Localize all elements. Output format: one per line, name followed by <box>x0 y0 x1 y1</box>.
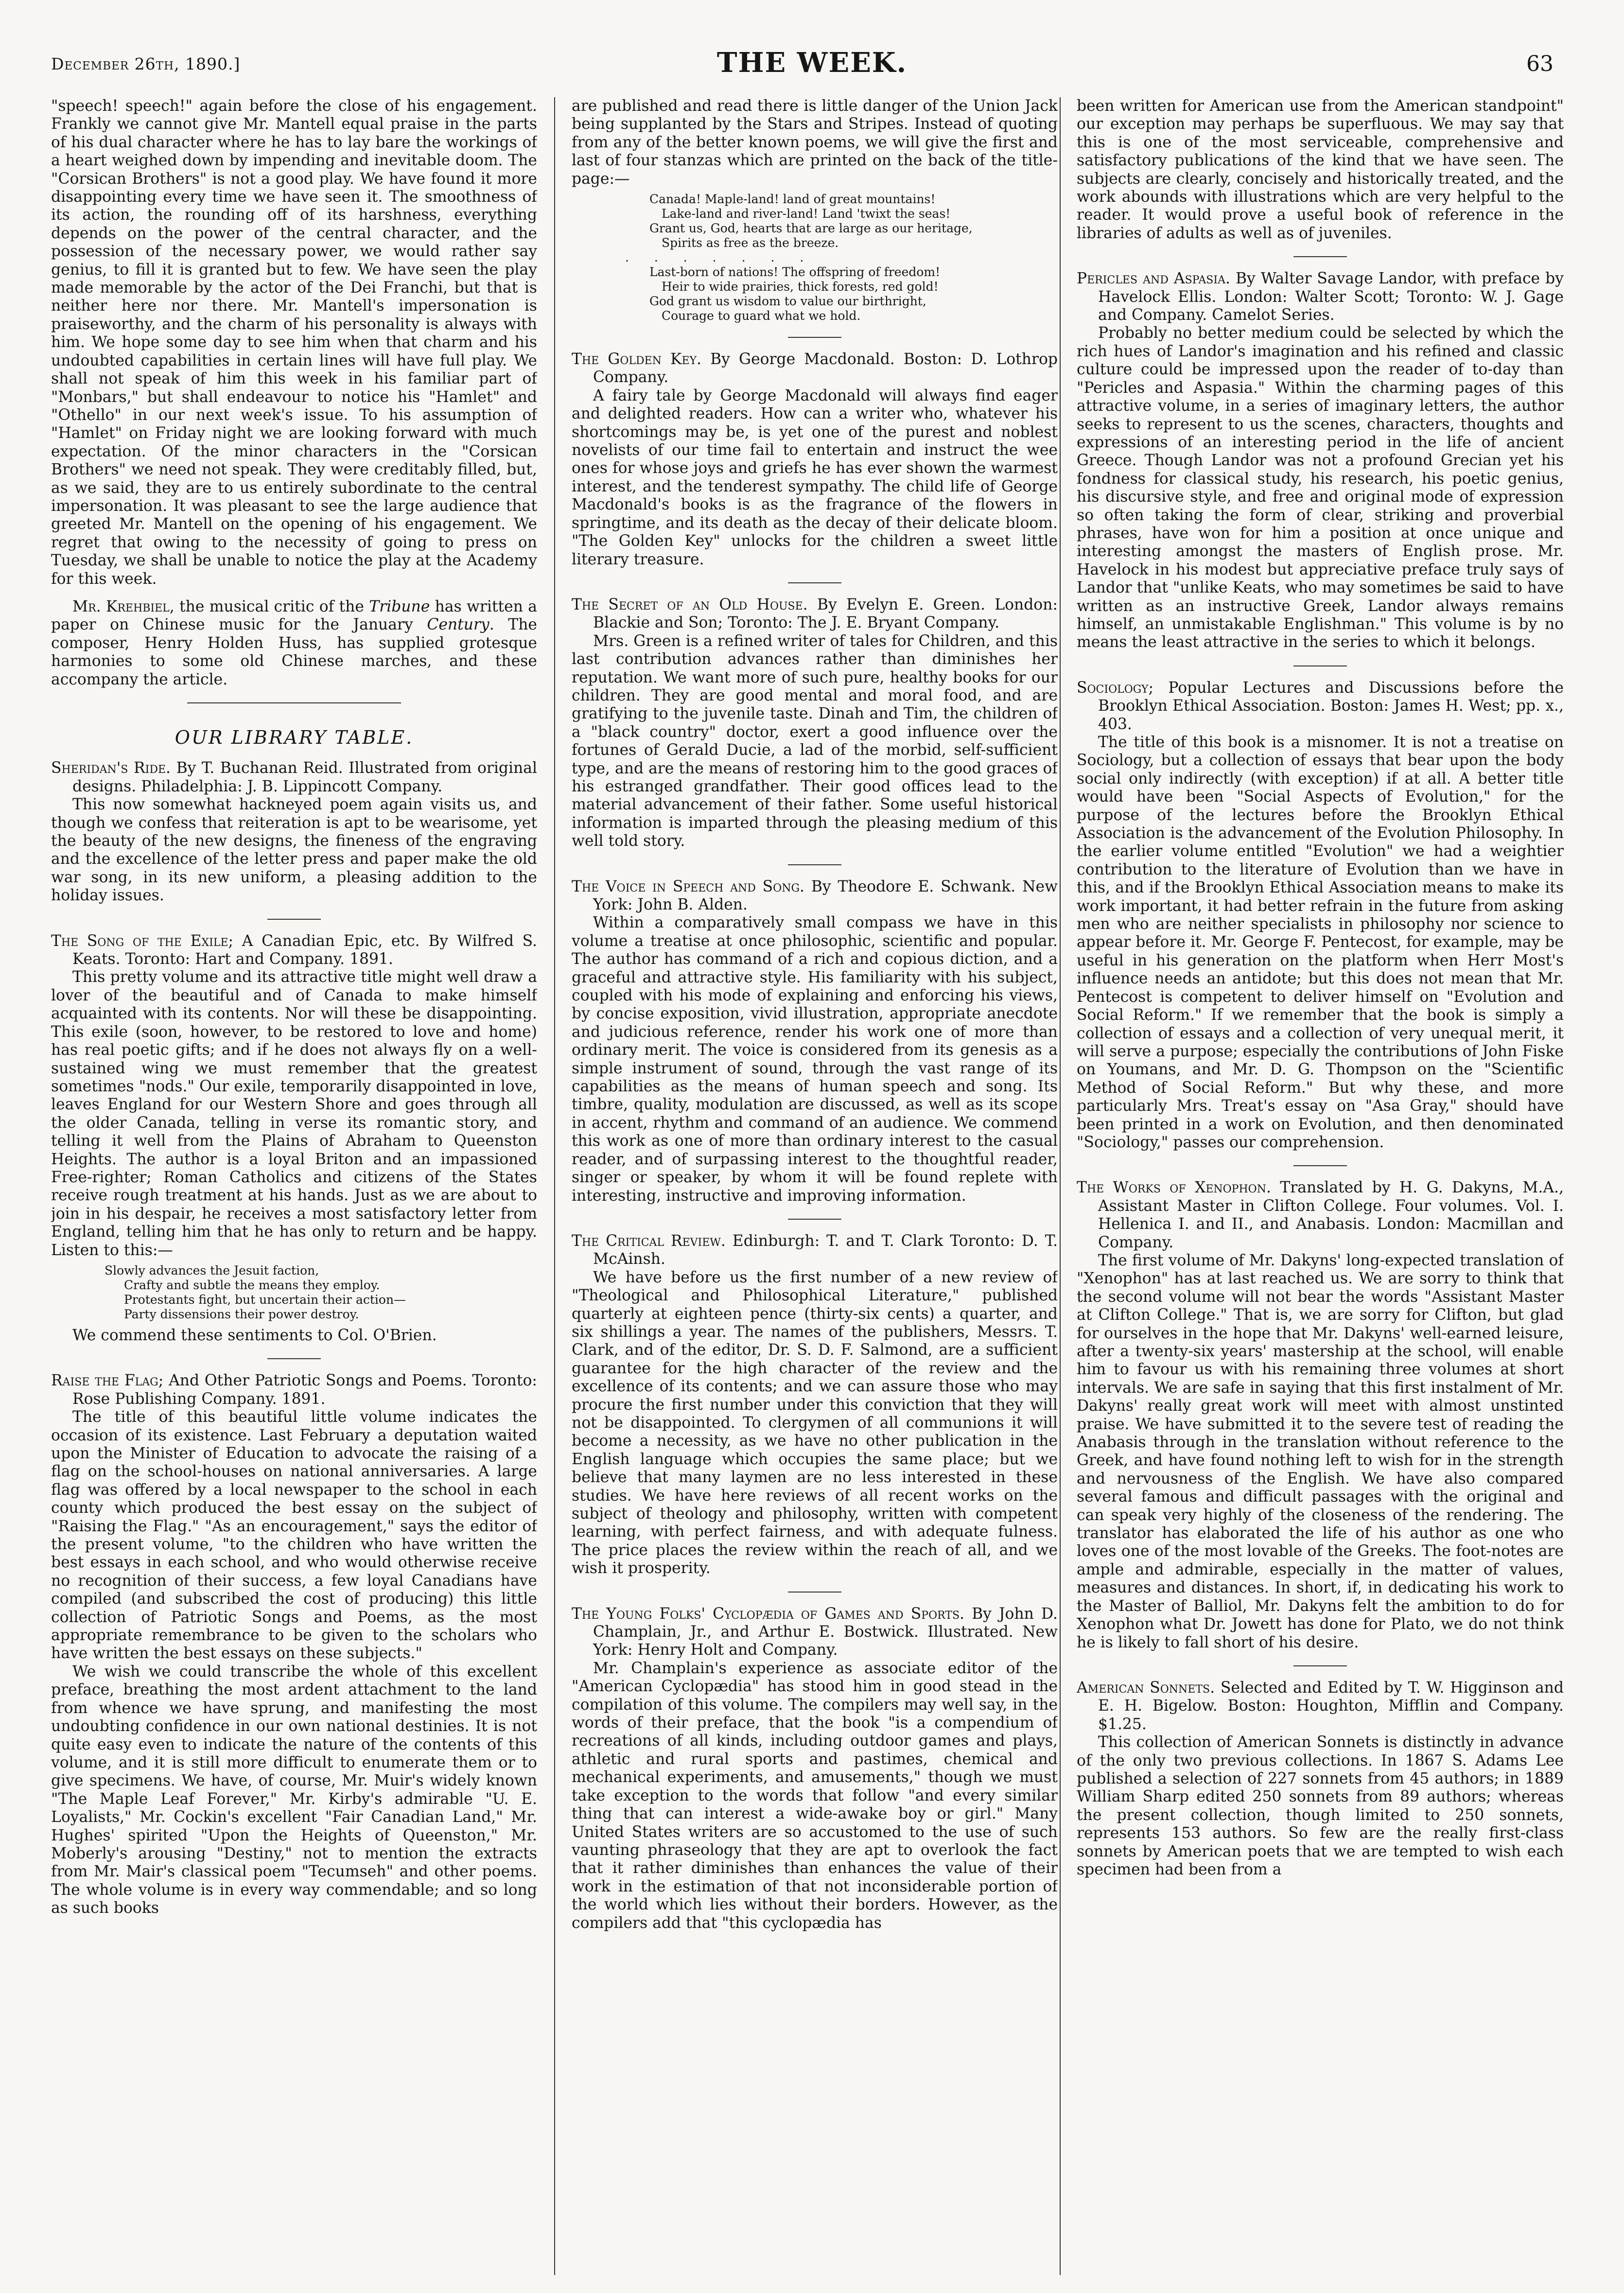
column-3 <box>1077 97 1564 2275</box>
column-rule <box>1060 97 1061 2275</box>
tribune-title: Tribune <box>369 597 430 615</box>
section-title: OUR LIBRARY TABLE. <box>175 727 414 748</box>
review-heading-sheridan: Sheridan's Ride. By T. Buchanan Reid. Illustrated from original designs. Philadelphia: J. B. Lippincott Company. <box>51 759 537 795</box>
review-body-pericles: Probably no better medium could be selected by which the rich hues of Landor's imagination and his refined and classic culture could be impressed upon the reader of to-day than "Pericles and Aspasia." Within the charming pages of this attractive volume, in a series of imaginary letters, the author seeks to represent to us the scenes, characters, thoughts and expressions of an interesting period in the life of ancient Greece. Though Landor was not a profound Grecian yet his fondness for classical study, his research, his poetic genius, his discursive style, and free and original mode of expression so often taking the form of clear, striking and proverbial phrases, have won for him a position at once unique and interesting amongst the masters of English prose. Mr. Havelock in his modest but appreciative preface truly says of Landor that "unlike Keats, who may sometimes be said to have written as an instructive Greek, Landor always remains himself, an unmistakable Englishman." This volume is by no means the least attractive in the series to which it belongs. <box>1077 324 1564 651</box>
review-heading-voice: The Voice in Speech and Song. By Theodore E. Schwank. New York: John B. Alden. <box>572 877 1058 913</box>
krehbiel-lead: Mr. Krehbiel <box>72 597 170 615</box>
krehbiel-note: Mr. Krehbiel, the musical critic of the Tribune has written a paper on Chinese music for the January Century. The composer, Henry Holden Huss, has supplied grotesque harmonies to some old Chinese marches, and these accompany the article. <box>51 597 537 688</box>
review-heading-exile: The Song of the Exile; A Canadian Epic, etc. By Wilfred S. Keats. Toronto: Hart and Company. 1891. <box>51 932 537 968</box>
review-divider <box>788 1219 841 1220</box>
review-body-critical: We have before us the first number of a new review of "Theological and Philosophical Literature," published quarterly at eighteen pence (thirty-six cents) a quarter, and six shillings a year. The names of the publishers, Messrs. T. Clark, and of the editor, Dr. S. D. F. Salmond, are a sufficient guarantee for the high character of the review and the excellence of its contents; and we can assure those who may procure the first number under this conviction that they will not be disappointed. To clergymen of all communions it will become a necessity, as we have no other publication in the English language which occupies the same place; but we believe that many laymen are no less interested in these studies. We have here reviews of all recent works on the subject of theology and philosophy, written with competent learning, with perfect fairness, and with adequate fulness. The price places the review within the reach of all, and we wish it prosperity. <box>572 1268 1058 1577</box>
review-body-exile: This pretty volume and its attractive title might well draw a lover of the beautiful and of Canada to make himself acquainted with its contents. Nor will these be disappointing. This exile (soon, however, to be restored to love and home) has real poetic gifts; and if he does not always fly on a well-sustained wing we must remember that the greatest sometimes "nods." Our exile, temporarily disappointed in love, leaves England for our Western Shore and goes through all the older Canada, telling in verse its romantic story, and telling it well from the Plains of Abraham to Queenston Heights. The author is a loyal Briton and an impassioned Free-righter; Roman Catholics and citizens of the States receive rough treatment at his hands. Just as we are about to join in his despair, he receives a most satisfactory letter from England, telling him that he has only to return and be happy. Listen to this:— <box>51 968 537 1259</box>
raise-flag-continued: are published and read there is little danger of the Union Jack being supplanted by the Stars and Stripes. Instead of quoting from any of the better known poems, we will give the first and last of four stanzas which are printed on the back of the title-page:— <box>572 97 1058 188</box>
review-body-sheridan: This now somewhat hackneyed poem again visits us, and though we confess that reiteration is apt to be wearisome, yet the beauty of the new designs, the fineness of the engraving and the excellence of the letter press and paper make the old war song, in its new uniform, a pleasing addition to the holiday issues. <box>51 796 537 905</box>
review-body-sonnets: This collection of American Sonnets is distinctly in advance of the only two previous collections. In 1867 S. Adams Lee published a selection of 227 sonnets from 45 authors; in 1889 William Sharp edited 250 sonnets from 89 authors; whereas the present collection, though limited to 250 sonnets, represents 153 authors. So few are the really first-class sonnets by American poets that we are tempted to wish each specimen had been from a <box>1077 1733 1564 1878</box>
review-body-raise-flag: We wish we could transcribe the whole of this excellent preface, breathing the most ardent attachment to the land from whence we have sprung, and manifesting the most undoubting confidence in our own national destinies. It is not quite easy even to indicate the nature of the contents of this volume, and it is still more difficult to enumerate them or to give specimens. We have, of course, Mr. Muir's widely known "The Maple Leaf Forever," Mr. Kirby's admirable "U. E. Loyalists," Mr. Cockin's excellent "Fair Canadian Land," Mr. Hughes' spirited "Upon the Heights of Queenston," Mr. Moberly's arousing "Destiny," not to mention the extracts from Mr. Mair's classical poem "Tecumseh" and other poems. The whole volume is in every way commendable; and so long as such books <box>51 1663 537 1917</box>
review-heading-secret: The Secret of an Old House. By Evelyn E. Green. London: Blackie and Son; Toronto: The J. E. Bryant Company. <box>572 595 1058 632</box>
review-body-golden-key: A fairy tale by George Macdonald will always find eager and delighted readers. How can a writer who, whatever his shortcomings may be, is yet one of the purest and noblest novelists of our time fail to entertain and instruct the wee ones for whose joys and griefs he has ever shown the warmest interest, and the tenderest sympathy. The child life of George Macdonald's books is as the fragrance of the flowers in springtime, and its death as the decay of their delicate bloom. "The Golden Key" unlocks for the children a sweet little literary treasure. <box>572 386 1058 568</box>
page-number: 63 <box>1526 52 1554 76</box>
review-divider <box>788 582 841 583</box>
review-heading-pericles: Pericles and Aspasia. By Walter Savage Landor, with preface by Havelock Ellis. London: Walter Scott; Toronto: W. J. Gage and Company. Camelot Series. <box>1077 270 1564 324</box>
review-divider <box>1293 665 1347 666</box>
review-divider <box>788 1592 841 1593</box>
review-body-sociology: The title of this book is a misnomer. It is not a treatise on Sociology, but a collection of essays that bear upon the body social only indirectly (with exception) if at all. A better title would have been "Social Aspects of Evolution," for the purpose of the lectures before the Brooklyn Ethical Association is the advancement of the Evolution Philosophy. In the earlier volume entitled "Evolution" we had a weightier contribution to the literature of Evolution than we have in this, and if the Brooklyn Ethical Association means to make its work important, it had better refrain in the future from asking men who are neither specialists in philosophy nor science to appear before it. Mr. George F. Pentecost, for example, may be useful in his generation on the platform when Herr Most's influence needs an antidote; but this does not mean that Mr. Pentecost is competent to deliver himself on "Evolution and Social Reform." If we remember that the book is simply a collection of essays and a collection of very unequal merit, it will serve a purpose; especially the contributions of John Fiske on Youmans, and Mr. D. G. Thompson on the "Scientific Method of Social Reform." But why these, and more particularly Mrs. Treat's essay on "Asa Gray," should have been printed in a work on Evolution, and then denominated "Sociology," passes our comprehension. <box>1077 734 1564 1151</box>
exile-closing: We commend these sentiments to Col. O'Brien. <box>72 1326 437 1344</box>
review-heading-raise-flag: Raise the Flag; And Other Patriotic Songs and Poems. Toronto: Rose Publishing Company. 1891. <box>51 1372 537 1408</box>
review-heading-xenophon: The Works of Xenophon. Translated by H. G. Dakyns, M.A., Assistant Master in Clifton College. Four volumes. Vol. I. Hellenica I. and II., and Anabasis. London: Macmillan and Company. <box>1077 1179 1564 1251</box>
review-body-secret: Mrs. Green is a refined writer of tales for Children, and this last contribution advances rather than diminishes her reputation. We want more of such pure, healthy books for our children. They are good mental and moral food, and are gratifying to the juvenile taste. Dinah and Tim, the children of a "black country" doctor, exert a good influence over the fortunes of Gerald Ducie, a lad of the morbid, self-sufficient type, and are the means of restoring him to the good graces of his estranged grandfather. Their good offices lead to the material advancement of their father. Some useful historical information is imparted through the pleasing medium of this well told story. <box>572 632 1058 850</box>
review-heading-golden-key: The Golden Key. By George Macdonald. Boston: D. Lothrop Company. <box>572 350 1058 386</box>
review-heading-sociology: Sociology; Popular Lectures and Discussions before the Brooklyn Ethical Association. Boston: James H. West; pp. x., 403. <box>1077 679 1564 733</box>
review-body-raise-flag: The title of this beautiful little volume indicates the occasion of its existence. Last February a deputation waited upon the Minister of Education to advocate the raising of a flag on the school-houses on national anniversaries. A large flag was offered by a local newspaper to the school in each county which produced the best essay on the subject of "Raising the Flag." "As an encouragement," says the editor of the present volume, "to the children who have written the best essays in each school, and who would otherwise receive no recognition of their success, a few loyal Canadians have compiled (and subscribed the cost of producing) this little collection of Patriotic Songs and Poems, as the most appropriate remembrance to be given to the scholars who have written the best essays on these subjects." <box>51 1408 537 1663</box>
review-body-voice: Within a comparatively small compass we have in this volume a treatise at once philosophic, scientific and popular. The author has command of a rich and copious diction, and a graceful and attractive style. His familiarity with his subject, coupled with his mode of explaining and enforcing his views, by concise exposition, vivid illustration, appropriate anecdote and judicious reference, render his work one of more than ordinary merit. The voice is considered from its genesis as a simple instrument of sound, through the vast range of its capabilities as the means of human speech and song. Its timbre, quality, modulation are discussed, as well as its scope in accent, rhythm and command of an audience. We commend this work as one of more than ordinary interest to the casual reader, and of surpassing interest to the thoughtful reader, singer or speaker, by whom it will be found replete with interesting, instructive and improving information. <box>572 914 1058 1205</box>
canada-poem: Canada! Maple-land! land of great mountains! Lake-land and river-land! Land 'twixt the seas! Grant us, God, hearts that are large as our heritage, Spirits as free as the breeze. . . . . . . . Last-born of nations! The offspring of freedom! Heir to wide prairies, thick forests, red gold! God grant us wisdom to value our birthright, Courage to guard what we hold. <box>625 192 973 323</box>
exile-poem: Slowly advances the Jesuit faction, Crafty and subtle the means they employ. Protestants fight, but uncertain their action— Party dissensions their power destroy. <box>105 1263 406 1321</box>
young-folks-continued: been written for American use from the American standpoint" our exception may perhaps be superfluous. We may say that this is one of the most serviceable, comprehensive and satisfactory publications of the kind that we have seen. The subjects are clearly, concisely and historically treated, and the work abounds with illustrations which are very helpful to the reader. It would prove a useful book of reference in the libraries of adults as well as of juveniles. <box>1077 97 1564 242</box>
column-rule <box>554 97 555 2275</box>
review-heading-young-folks: The Young Folks' Cyclopædia of Games and Sports. By John D. Champlain, Jr., and Arthur E. Bostwick. Illustrated. New York: Henry Holt and Company. <box>572 1605 1058 1659</box>
review-heading-sonnets: American Sonnets. Selected and Edited by T. W. Higginson and E. H. Bigelow. Boston: Houghton, Mifflin and Company. $1.25. <box>1077 1679 1564 1733</box>
review-body-xenophon: The first volume of Mr. Dakyns' long-expected translation of "Xenophon" has at last reached us. We are sorry to think that the second volume will not bear the words "Assistant Master at Clifton College." That is, we are sorry for Clifton, but glad for ourselves in the hope that Mr. Dakyns' well-earned leisure, after a twenty-six years' mastership at the school, will enable him to favour us with his remaining three volumes at short intervals. We are safe in saying that this first instalment of Mr. Dakyns' really great work will meet with almost unstinted praise. We have submitted it to the severe test of reading the Anabasis through in the translation without reference to the Greek, and have found nothing left to wish for in the strength and nervousness of the English. We have also compared several famous and difficult passages with the original and can speak very highly of the closeness of the rendering. The translator has elaborated the life of his author as one who loves one of the most lovable of the Greeks. The foot-notes are ample and admirable, especially in the matter of values, measures and distances. In short, if, in dedicating his work to the Master of Balliol, Mr. Dakyns felt the ambition to do for Xenophon what Dr. Jowett has done for Plato, we do not think he is likely to fall short of his desire. <box>1077 1251 1564 1651</box>
review-heading-critical: The Critical Review. Edinburgh: T. and T. Clark Toronto: D. T. McAinsh. <box>572 1232 1058 1268</box>
column-2 <box>572 97 1058 2275</box>
century-title: Century <box>427 616 489 634</box>
review-divider <box>267 919 321 920</box>
review-divider <box>1293 1165 1347 1166</box>
review-divider <box>788 337 841 338</box>
review-divider <box>1293 1665 1347 1666</box>
issue-date: December 26th, 1890.] <box>51 54 241 73</box>
mantell-review-continued: "speech! speech!" again before the close of his engagement. Frankly we cannot give Mr. Mantell equal praise in the parts of his dual character where he has to lay bare the workings of a heart weighed down by impending and inevitable doom. The "Corsican Brothers" is not a good play. We have found it more disappointing every time we have seen it. The smoothness of its action, the rounding off of its harshness, everything depends on the power of the central character, and the possession of the necessary power, we would rather say genius, to fill it is granted but to few. We have seen the play made memorable by the actor of the Dei Franchi, but that is neither here nor there. Mr. Mantell's impersonation is praiseworthy, and the charm of his personality is always with him. We hope some day to see him when that charm and his undoubted capabilities in certain lines will have full play. We shall not speak of him this week in his familiar part of "Monbars," but shall endeavour to notice his "Hamlet" and "Othello" in our next week's issue. To his assumption of "Hamlet" on Friday night we are looking forward with much expectation. Of the minor characters in the "Corsican Brothers" we need not speak. They were creditably filled, but, as we said, they are to us entirely subordinate to the central impersonation. It was pleasant to see the large audience that greeted Mr. Mantell on the opening of his engagement. We regret that owing to the necessity of going to press on Tuesday, we shall be unable to notice the play at the Academy for this week. <box>51 97 537 588</box>
masthead-title: THE WEEK. <box>716 47 908 79</box>
review-body-young-folks: Mr. Champlain's experience as associate editor of the "American Cyclopædia" has stood him in good stead in the compilation of this volume. The compilers may well say, in the words of their preface, that the book "is a compendium of recreations of all kinds, including outdoor games and plays, athletic and rural sports and pastimes, chemical and mechanical experiments, and amusements," though we must take exception to the words that follow "and every similar thing that can interest a wide-awake boy or girl." Many United States writers are so accustomed to the use of such vaunting phraseology that they are apt to overlook the fact that it rather diminishes than enhances the value of their work in the estimation of that not inconsiderable portion of the world which lies without their borders. However, as the compilers add that "this cyclopædia has <box>572 1659 1058 1932</box>
review-divider <box>267 1358 321 1359</box>
section-divider <box>187 702 401 703</box>
column-1 <box>51 97 537 2275</box>
review-divider <box>788 864 841 865</box>
review-divider <box>1293 256 1347 257</box>
page-header <box>0 0 1624 88</box>
